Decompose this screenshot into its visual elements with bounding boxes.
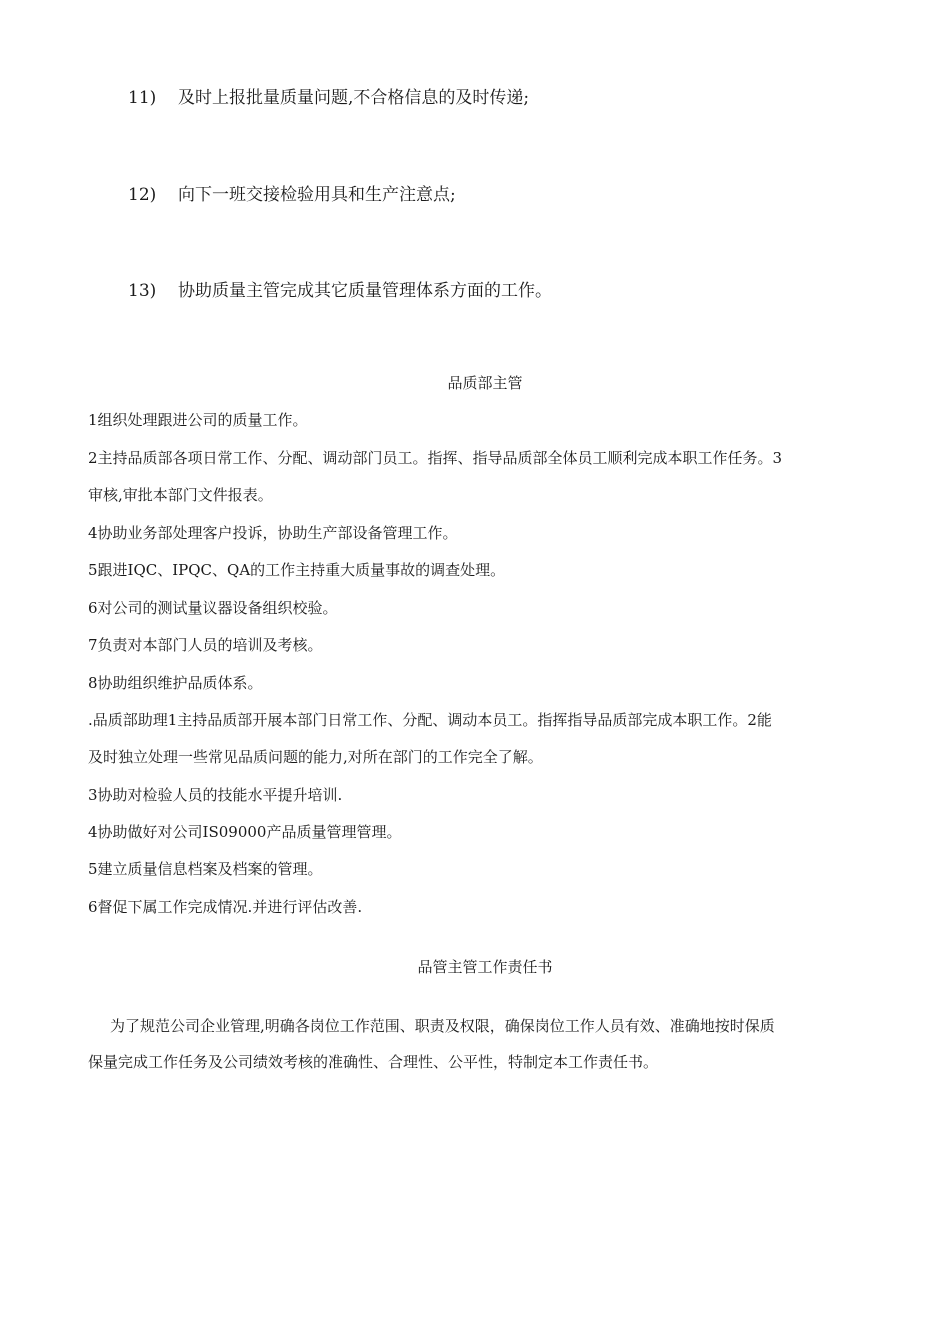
duty-line: 4协助业务部处理客户投诉，协助生产部设备管理工作。 (88, 524, 458, 542)
duty-line: 7负责对本部门人员的培训及考核。 (88, 636, 323, 654)
paragraph-line: 为了规范公司企业管理,明确各岗位工作范围、职责及权限，确保岗位工作人员有效、准确地按时保质 (110, 1017, 775, 1035)
section-title-responsibility-letter: 品管主管工作责任书 (417, 958, 553, 976)
item-text: 向下一班交接检验用具和生产注意点; (178, 185, 456, 205)
duty-line: 8协助组织维护品质体系。 (88, 674, 263, 692)
list-item-11 (128, 86, 529, 110)
list-item-12 (128, 183, 456, 207)
duty-line: .品质部助理1主持品质部开展本部门日常工作、分配、调动本员工。指挥指导品质部完成本职工作。2能 (88, 711, 772, 729)
item-number: 13) (128, 281, 157, 301)
duty-line: 及时独立处理一些常见品质问题的能力,对所在部门的工作完全了解。 (88, 748, 543, 766)
duty-line: 2主持品质部各项日常工作、分配、调动部门员工。指挥、指导品质部全体员工顺利完成本职工作任务。3 (88, 449, 783, 467)
duty-line: 1组织处理跟进公司的质量工作。 (88, 411, 308, 429)
item-text: 协助质量主管完成其它质量管理体系方面的工作。 (178, 281, 552, 301)
item-number: 12) (128, 185, 157, 205)
duty-line: 5建立质量信息档案及档案的管理。 (88, 860, 323, 878)
item-text: 及时上报批量质量问题,不合格信息的及时传递; (178, 88, 530, 108)
duty-line: 4协助做好对公司IS09000产品质量管理管理。 (88, 823, 402, 841)
section-title-quality-supervisor: 品质部主管 (447, 374, 523, 392)
paragraph-line: 保量完成工作任务及公司绩效考核的准确性、合理性、公平性，特制定本工作责任书。 (88, 1053, 659, 1071)
item-number: 11) (128, 88, 157, 108)
duty-line: 审核,审批本部门文件报表。 (88, 486, 273, 504)
duty-line: 6对公司的测试量议器设备组织校验。 (88, 599, 338, 617)
list-item-13 (128, 279, 552, 303)
duty-line: 6督促下属工作完成情况.并进行评估改善. (88, 898, 363, 916)
duty-line: 3协助对检验人员的技能水平提升培训. (88, 786, 343, 804)
duty-line: 5跟进IQC、IPQC、QA的工作主持重大质量事故的调查处理。 (88, 561, 506, 579)
